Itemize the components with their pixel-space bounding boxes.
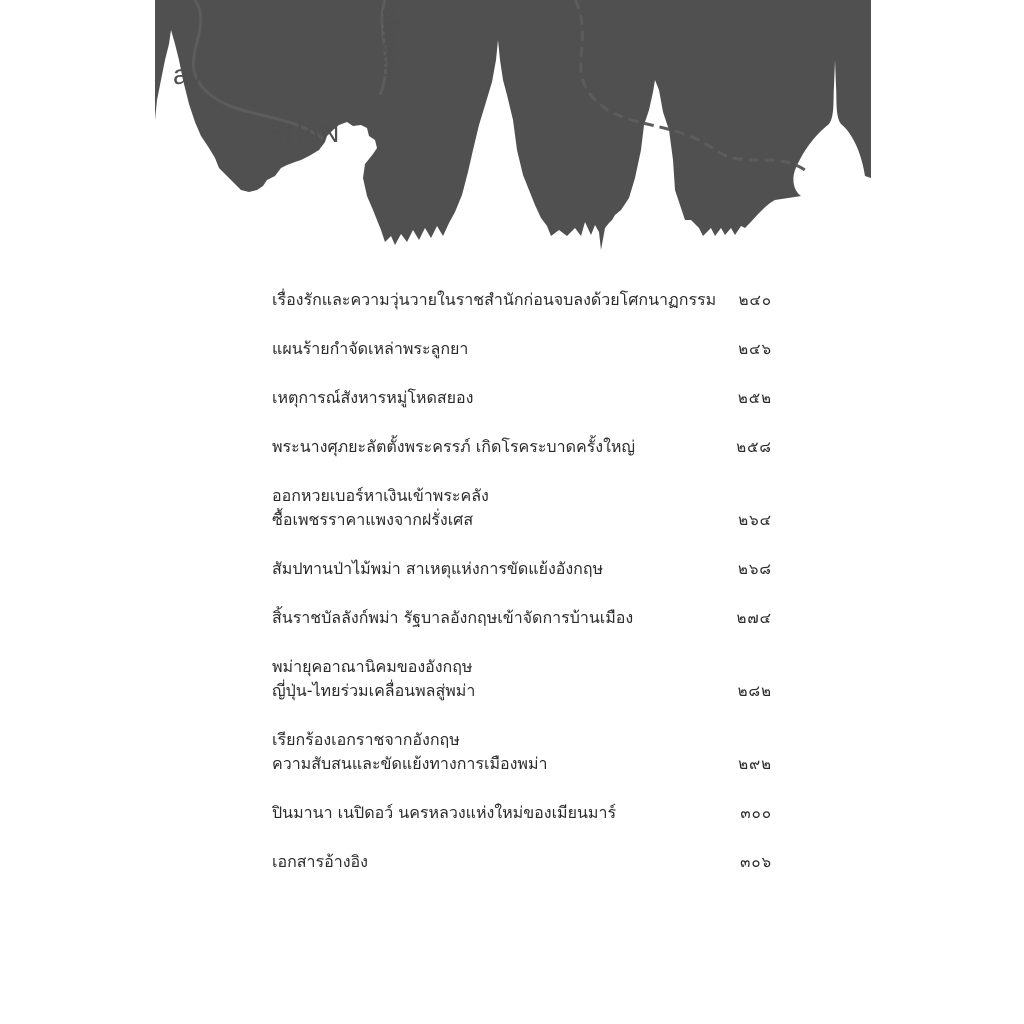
silhouette-shape — [155, 0, 871, 250]
toc-entry[interactable] — [272, 557, 772, 581]
toc-entry-title — [272, 484, 722, 532]
toc-entry-title-line: ความสับสนและขัดแย้งทางการเมืองพม่า — [272, 754, 548, 773]
toc-entry-title — [272, 801, 722, 825]
toc-entry[interactable] — [272, 655, 772, 703]
toc-entry-title — [272, 850, 722, 874]
toc-entry-title — [272, 728, 722, 776]
toc-entry-page-number: ๒๗๔ — [736, 609, 772, 627]
toc-entry[interactable] — [272, 801, 772, 825]
toc-entry-page-number: ๒๖๘ — [738, 560, 772, 578]
toc-entry-title-line: ออกหวยเบอร์หาเงินเข้าพระคลัง — [272, 486, 489, 505]
toc-entry-title — [272, 386, 722, 410]
toc-entry-title — [272, 435, 722, 459]
toc-entry-title-line: แผนร้ายกำจัดเหล่าพระลูกยา — [272, 339, 469, 358]
toc-entry-title — [272, 337, 722, 361]
temple-silhouette-graphic — [155, 0, 871, 260]
toc-entry-title-line: สิ้นราชบัลลังก์พม่า รัฐบาลอังกฤษเข้าจัดการบ้านเมือง — [272, 608, 634, 627]
toc-entry-page-number: ๒๔๖ — [738, 340, 772, 358]
toc-entry-title-line: สัมปทานป่าไม้พม่า สาเหตุแห่งการขัดแย้งอังกฤษ — [272, 559, 604, 578]
toc-entry[interactable] — [272, 435, 772, 459]
toc-entry-title — [272, 288, 722, 312]
map-label-shan: SHAN — [267, 118, 340, 148]
toc-entry-title-line: พม่ายุคอาณานิคมของอังกฤษ — [272, 657, 473, 676]
toc-entry[interactable] — [272, 484, 772, 532]
toc-entry-title-line: พระนางศุภยะลัตตั้งพระครรภ์ เกิดโรคระบาดครั้งใหญ่ — [272, 437, 636, 456]
table-of-contents — [272, 288, 772, 874]
toc-entry-title — [272, 557, 722, 581]
toc-entry-page-number: ๓๐๖ — [740, 853, 772, 871]
toc-entry-title — [272, 606, 722, 630]
toc-entry[interactable] — [272, 606, 772, 630]
toc-entry-page-number: ๒๔๐ — [738, 291, 772, 309]
map-label-ay: ay — [173, 59, 203, 90]
toc-entry[interactable] — [272, 728, 772, 776]
toc-entry[interactable] — [272, 386, 772, 410]
toc-entry-title-line: ซื้อเพชรราคาแพงจากฝรั่งเศส — [272, 510, 474, 529]
toc-entry-page-number: ๒๕๘ — [736, 438, 772, 456]
toc-entry-title-line: เหตุการณ์สังหารหมู่โหดสยอง — [272, 388, 474, 407]
toc-entry-title-line: ปินมานา เนปิดอว์ นครหลวงแห่งใหม่ของเมียนมาร์ — [272, 803, 617, 822]
toc-entry-title-line: เรียกร้องเอกราชจากอังกฤษ — [272, 730, 460, 749]
temple-silhouette-banner — [155, 0, 871, 260]
map-label-alween: alween — [378, 8, 403, 78]
toc-entry[interactable] — [272, 850, 772, 874]
toc-entry-title-line: ญี่ปุ่น-ไทยร่วมเคลื่อนพลสู่พม่า — [272, 681, 476, 700]
toc-entry-title — [272, 655, 722, 703]
toc-entry-title-line: เรื่องรักและความวุ่นวายในราชสำนักก่อนจบลงด้วยโศกนาฏกรรม — [272, 290, 717, 309]
toc-entry[interactable] — [272, 288, 772, 312]
toc-entry-page-number: ๒๖๔ — [738, 511, 772, 529]
toc-entry-page-number: ๒๘๒ — [737, 682, 772, 700]
toc-entry[interactable] — [272, 337, 772, 361]
toc-entry-title-line: เอกสารอ้างอิง — [272, 852, 368, 871]
toc-entry-page-number: ๓๐๐ — [740, 804, 772, 822]
toc-entry-page-number: ๒๕๒ — [737, 389, 772, 407]
toc-entry-page-number: ๒๙๒ — [738, 755, 772, 773]
